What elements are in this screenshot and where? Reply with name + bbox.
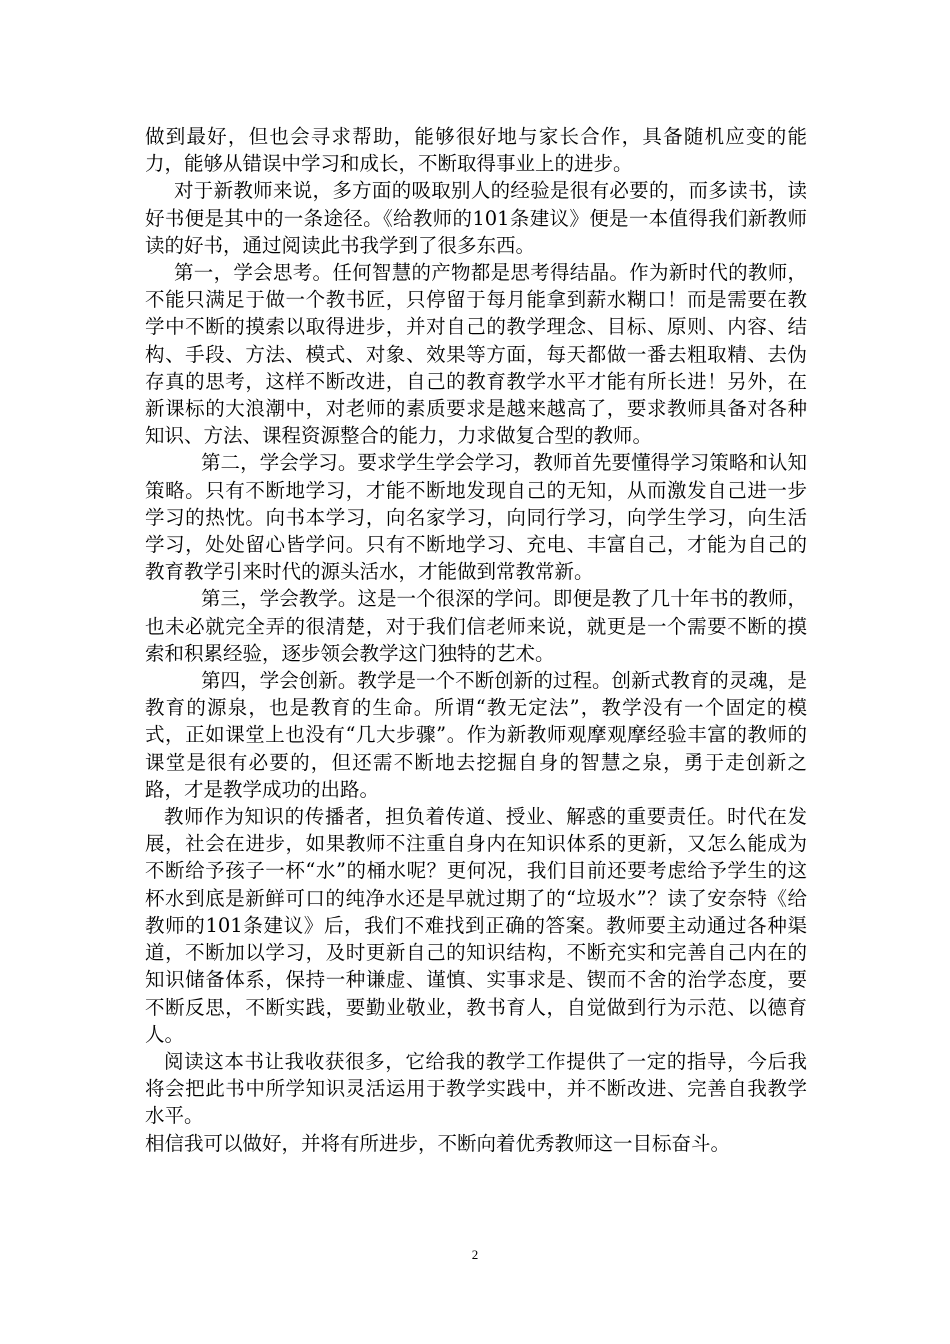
- paragraph-9: 相信我可以做好，并将有所进步，不断向着优秀教师这一目标奋斗。: [145, 1131, 731, 1155]
- paragraph-7: 教师作为知识的传播者，担负着传道、授业、解惑的重要责任。时代在发展，社会在进步，如果教师不注重自身内在知识体系的更新，又怎么能成为不断给予孩子一杯“水”的桶水呢？更何况，我们目前还要考虑给予学生的这杯水到底是新鲜可口的纯净水还是早就过期了的“垃圾水”？读了安奈特《给教师的101条建议》后，我们不难找到正确的答案。教师要主动通过各种渠道，不断加以学习，及时更新自己的知识结构，不断充实和完善自己内在的知识储备体系，保持一种谦虚、谨慎、实事求是、锲而不舍的治学态度，要不断反思，不断实践，要勤业敬业，教书育人，自觉做到行为示范、以德育人。: [145, 805, 807, 1046]
- paragraph-8: 阅读这本书让我收获很多，它给我的教学工作提供了一定的指导，今后我将会把此书中所学知识灵活运用于教学实践中，并不断改进、完善自我教学水平。: [145, 1049, 807, 1128]
- page-number: 2: [471, 1247, 479, 1262]
- paragraph-1: 做到最好，但也会寻求帮助，能够很好地与家长合作，具备随机应变的能力，能够从错误中学习和成长，不断取得事业上的进步。: [145, 125, 807, 176]
- document-body: [145, 123, 807, 1157]
- paragraph-6: 第四，学会创新。教学是一个不断创新的过程。创新式教育的灵魂，是教育的源泉，也是教育的生命。所谓“教无定法”，教学没有一个固定的模式，正如课堂上也没有“几大步骤”。作为新教师观摩观摩经验丰富的教师的课堂是很有必要的，但还需不断地去挖掘自身的智慧之泉，勇于走创新之路，才是教学成功的出路。: [145, 669, 807, 801]
- paragraph-5: 第三，学会教学。这是一个很深的学问。即便是教了几十年书的教师，也未必就完全弄的很清楚，对于我们信老师来说，就更是一个需要不断的摸索和积累经验，逐步领会教学这门独特的艺术。: [145, 587, 807, 665]
- paragraph-3: 第一，学会思考。任何智慧的产物都是思考得结晶。作为新时代的教师，不能只满足于做一个教书匠，只停留于每月能拿到薪水糊口！而是需要在教学中不断的摸索以取得进步，并对自己的教学理念、目标、原则、内容、结构、手段、方法、模式、对象、效果等方面，每天都做一番去粗取精、去伪存真的思考，这样不断改进，自己的教育教学水平才能有所长进！另外，在新课标的大浪潮中，对老师的素质要求是越来越高了，要求教师具备对各种知识、方法、课程资源整合的能力，力求做复合型的教师。: [145, 261, 807, 448]
- paragraph-4: 第二，学会学习。要求学生学会学习，教师首先要懂得学习策略和认知策略。只有不断地学习，才能不断地发现自己的无知，从而激发自己进一步学习的热忱。向书本学习，向名家学习，向同行学习，向学生学习，向生活学习，处处留心皆学问。只有不断地学习、充电、丰富自己，才能为自己的教育教学引来时代的源头活水，才能做到常教常新。: [145, 451, 807, 584]
- paragraph-2: 对于新教师来说，多方面的吸取别人的经验是很有必要的，而多读书，读好书便是其中的一条途径。《给教师的101条建议》便是一本值得我们新教师读的好书，通过阅读此书我学到了很多东西。: [145, 179, 807, 257]
